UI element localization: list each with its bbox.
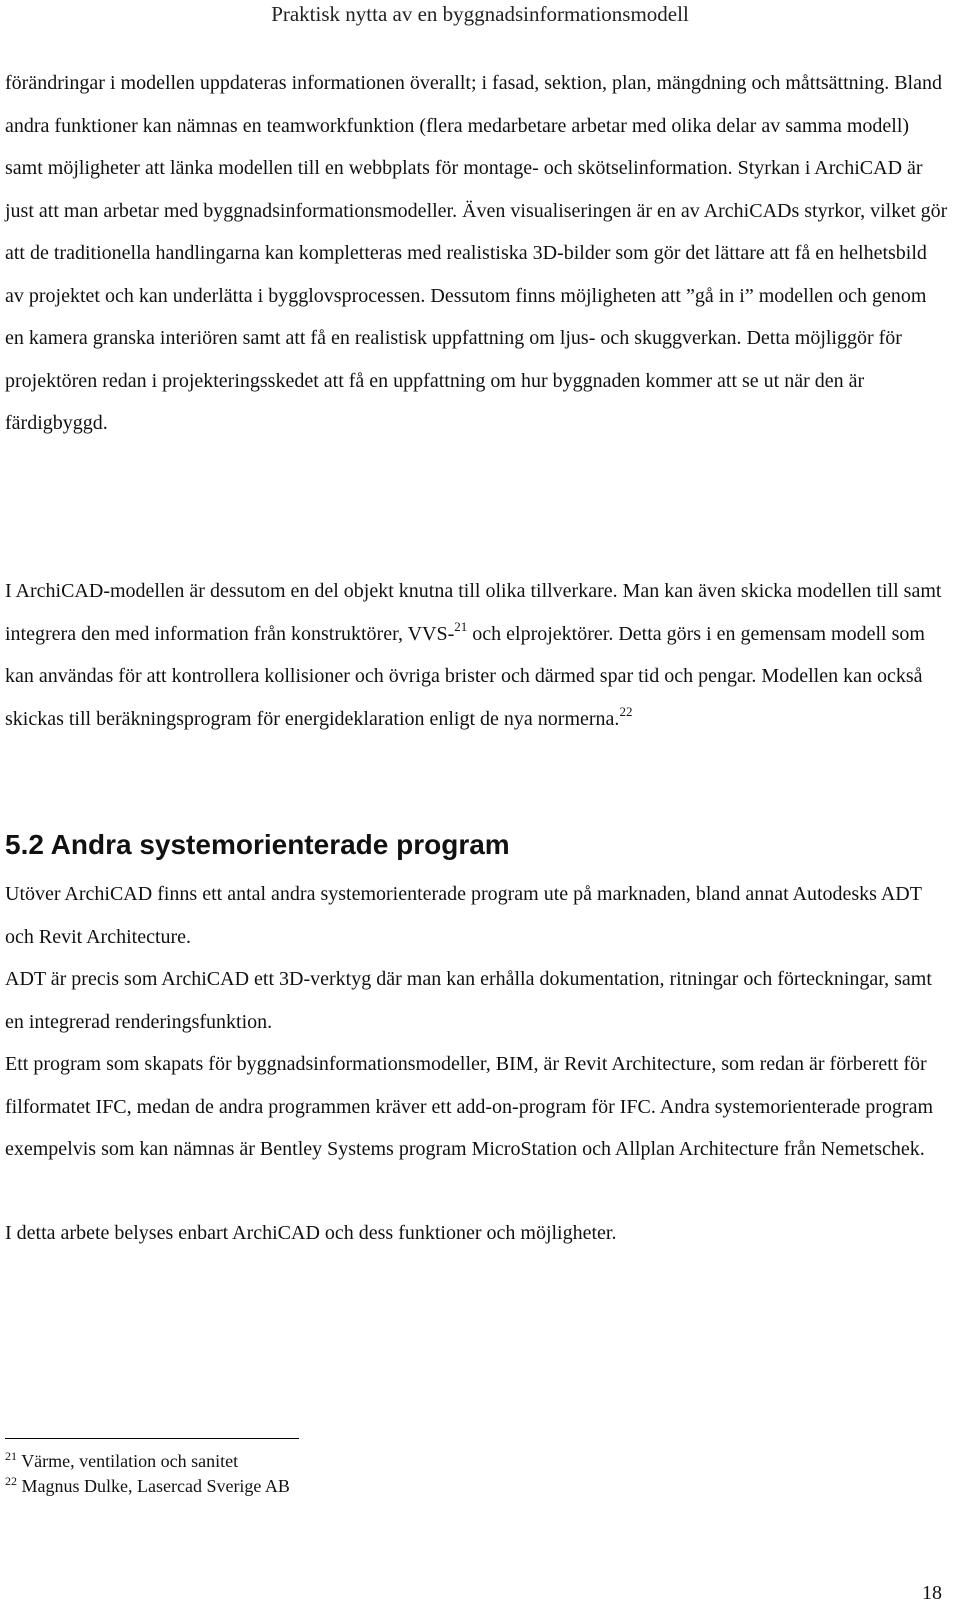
footnote-text: Magnus Dulke, Lasercad Sverige AB [21,1476,290,1496]
footnote-divider [5,1438,299,1439]
footnote-number: 21 [5,1449,17,1463]
footnote-22 [5,1475,290,1497]
footnote-21 [5,1450,238,1472]
paragraph-other-programs: Utöver ArchiCAD finns ett antal andra systemorienterade program ute på marknaden, bland annat Autodesks ADT och Revit Architecture. [5,883,922,948]
paragraph-adt: ADT är precis som ArchiCAD ett 3D-verktyg där man kan erhålla dokumentation, ritningar och förteckningar, samt en integrerad renderingsfunktion. [5,968,932,1033]
running-header: Praktisk nytta av en byggnadsinformationsmodell [271,2,689,26]
footnote-ref-21[interactable]: 21 [454,618,468,634]
paragraph-text: och elprojektörer. Detta görs i en gemensam modell som kan användas för att kontrollera kollisioner och övriga brister och därmed spar tid och pengar. Modellen kan också skickas till beräkningsprogram för energideklaration enligt de nya normerna. [5,622,925,730]
paragraph-archicad-features: förändringar i modellen uppdateras informationen överallt; i fasad, sektion, plan, mängdning och måttsättning. Bland andra funktioner kan nämnas en teamworkfunktion (flera medarbetare arbetar med olika delar av samma modell) samt möjligheter att länka modellen till en webbplats för montage- och skötselinformation. Styrkan i ArchiCAD är just att man arbetar med byggnadsinformationsmodeller. Även visualiseringen är en av ArchiCADs styrkor, vilket gör att de traditionella handlingarna kan kompletteras med realistiska 3D-bilder som gör det lättare att få en helhetsbild av projektet och kan underlätta i bygglovsprocessen. Dessutom finns möjligheten att ”gå in i” modellen och genom en kamera granska interiören samt att få en realistisk uppfattning om ljus- och skuggverkan. Detta möjliggör för projektören redan i projekteringsskedet att få en uppfattning om hur byggnaden kommer att se ut när den är färdigbyggd. [5,72,948,434]
footnote-ref-22[interactable]: 22 [619,703,633,719]
page-number: 18 [922,1582,942,1604]
paragraph-scope: I detta arbete belyses enbart ArchiCAD och dess funktioner och möjligheter. [5,1222,617,1244]
footnote-text: Värme, ventilation och sanitet [21,1451,239,1471]
paragraph-text: I ArchiCAD-modellen är dessutom en del objekt knutna till olika tillverkare. Man kan även skicka modellen till samt integrera den med information från konstruktörer, VVS- [5,580,942,645]
paragraph-archicad-objects [5,570,950,740]
section-heading: 5.2 Andra systemorienterade program [5,829,510,860]
paragraph-revit: Ett program som skapats för byggnadsinformationsmodeller, BIM, är Revit Architecture, som redan är förberett för filformatet IFC, medan de andra programmen kräver ett add-on-program för IFC. Andra systemorienterade program exempelvis som kan nämnas är Bentley Systems program MicroStation och Allplan Architecture från Nemetschek. [5,1053,934,1160]
footnote-number: 22 [5,1474,17,1488]
